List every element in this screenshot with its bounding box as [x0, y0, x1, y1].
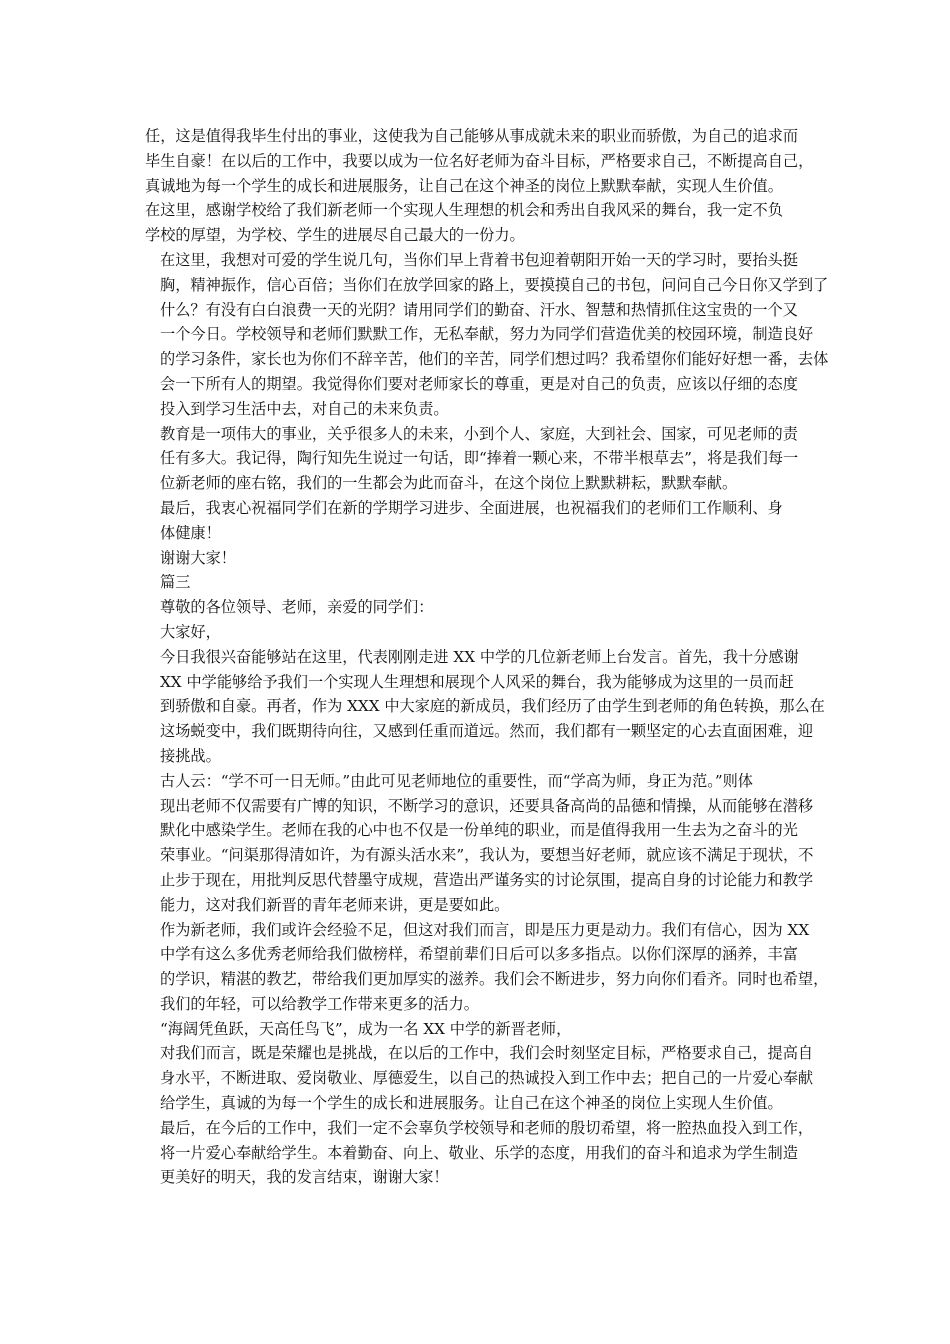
text-line: 体健康！	[160, 523, 221, 542]
paragraph-closing-wishes	[145, 496, 815, 546]
text-line: 任有多大。我记得，陶行知先生说过一句话，即“捧着一颗心来，不带半根草去”，将是我们每一	[160, 449, 799, 468]
text-line: 到骄傲和自豪。再者，作为 XXX 中大家庭的新成员，我们经历了由学生到老师的角色转换，那么在	[160, 697, 825, 716]
paragraph-education	[145, 422, 815, 496]
text-line: XX 中学能够给予我们一个实现人生理想和展现个人风采的舞台，我为能够成为这里的一员而赶	[160, 672, 794, 691]
text-line: 一个今日。学校领导和老师们默默工作，无私奉献，努力为同学们营造优美的校园环境，制造良好	[160, 325, 814, 344]
text-line: 尊敬的各位领导、老师，亲爱的同学们：	[160, 598, 434, 617]
text-line: 今日我很兴奋能够站在这里，代表刚刚走进 XX 中学的几位新老师上台发言。首先，我十分感谢	[160, 647, 799, 666]
text-line: 在这里，我想对可爱的学生说几句，当你们早上背着书包迎着朝阳开始一天的学习时，要抬头挺	[160, 250, 798, 269]
text-line: 学校的厚望，为学校、学生的进展尽自己最大的一份力。	[145, 226, 525, 245]
text-line: 最后，我衷心祝福同学们在新的学期学习进步、全面进展，也祝福我们的老师们工作顺利、身	[160, 498, 783, 517]
paragraph-thanks	[145, 546, 815, 571]
text-line: 古人云：“学不可一日无师。”由此可见老师地位的重要性，而“学高为师，身正为范。”则体	[160, 771, 753, 790]
text-line: 对我们而言，既是荣耀也是挑战，在以后的工作中，我们会时刻坚定目标，严格要求自己，提高自	[160, 1044, 814, 1063]
section-heading	[145, 570, 815, 595]
text-line: 最后，在今后的工作中，我们一定不会辜负学校领导和老师的殷切希望，将一腔热血投入到工作，	[160, 1118, 814, 1137]
paragraph-to-students	[145, 248, 829, 422]
paragraph-ancients	[145, 769, 815, 918]
text-line: 荣事业。“问渠那得清如许，为有源头活水来”，我认为，要想当好老师，就应该不满足于现状，不	[160, 846, 814, 865]
text-line: 谢谢大家！	[160, 548, 236, 567]
text-line: 作为新老师，我们或许会经验不足，但这对我们而言，即是压力更是动力。我们有信心，因为 XX	[160, 920, 810, 939]
text-line: 篇三	[160, 573, 191, 592]
text-line: 身水平，不断进取、爱岗敬业、厚德爱生，以自己的热诚投入到工作中去；把自己的一片爱心奉献	[160, 1069, 814, 1088]
text-line: 止步于现在，用批判反思代替墨守成规，营造出严谨务实的讨论氛围，提高自身的讨论能力和教学	[160, 870, 814, 889]
paragraph-conclusion	[145, 1116, 815, 1190]
text-line: 现出老师不仅需要有广博的知识，不断学习的意识，还要具备高尚的品德和情操，从而能够在潜移	[160, 796, 814, 815]
text-line: 位新老师的座右铭，我们的一生都会为此而奋斗，在这个岗位上默默耕耘，默默奉献。	[160, 474, 738, 493]
text-line: 真诚地为每一个学生的成长和进展服务，让自己在这个神圣的岗位上默默奉献，实现人生价值。	[145, 176, 783, 195]
text-line: 毕生自豪！在以后的工作中，我要以成为一位名好老师为奋斗目标，严格要求自己，不断提高自己，	[145, 151, 814, 170]
text-line: 教育是一项伟大的事业，关乎很多人的未来，小到个人、家庭，大到社会、国家，可见老师的责	[160, 424, 798, 443]
paragraph-new-teachers	[145, 918, 829, 1017]
text-line: 任，这是值得我毕生付出的事业，这使我为自己能够从事成就未来的职业而骄傲，为自己的追求而	[145, 127, 799, 145]
text-line: “海阔凭鱼跃，天高任鸟飞”，成为一名 XX 中学的新晋老师，	[160, 1019, 572, 1038]
text-line: 这场蜕变中，我们既期待向往，又感到任重而道远。然而，我们都有一颗坚定的心去直面困难，迎	[160, 722, 814, 741]
text-line: 的学习条件，家长也为你们不辞辛苦，他们的辛苦，同学们想过吗？我希望你们能好好想一番，去体	[160, 350, 829, 369]
text-line: 更美好的明天，我的发言结束，谢谢大家！	[160, 1168, 449, 1187]
text-line: 默化中感染学生。老师在我的心中也不仅是一份单纯的职业，而是值得我用一生去为之奋斗的光	[160, 821, 798, 840]
text-line: 我们的年轻，可以给教学工作带来更多的活力。	[160, 994, 479, 1013]
paragraph-quote	[145, 1017, 815, 1042]
salutation	[145, 595, 815, 620]
text-line: 中学有这么多优秀老师给我们做榜样，希望前辈们日后可以多多指点。以你们深厚的涵养，丰富	[160, 945, 798, 964]
text-line: 接挑战。	[160, 746, 221, 765]
text-line: 投入到学习生活中去，对自己的未来负责。	[160, 399, 449, 418]
text-line: 的学识，精湛的教艺，带给我们更加厚实的滋养。我们会不断进步，努力向你们看齐。同时也希望，	[160, 970, 829, 989]
text-line: 将一片爱心奉献给学生。本着勤奋、向上、敬业、乐学的态度，用我们的奋斗和追求为学生制造	[160, 1143, 798, 1162]
paragraph-honor	[145, 1041, 815, 1115]
paragraph-continuation	[145, 124, 815, 248]
text-line: 胸，精神振作，信心百倍；当你们在放学回家的路上，要摸摸自己的书包，问问自己今日你又学到了	[160, 275, 829, 294]
document-body	[145, 124, 829, 1190]
text-line: 什么？有没有白白浪费一天的光阴？请用同学们的勤奋、汗水、智慧和热情抓住这宝贵的一个又	[160, 300, 798, 319]
paragraph-intro	[145, 645, 825, 769]
text-line: 会一下所有人的期望。我觉得你们要对老师家长的尊重，更是对自己的负责，应该以仔细的态度	[160, 374, 798, 393]
text-line: 大家好，	[160, 622, 221, 641]
greeting	[145, 620, 815, 645]
text-line: 给学生，真诚的为每一个学生的成长和进展服务。让自己在这个神圣的岗位上实现人生价值。	[160, 1094, 783, 1113]
text-line: 在这里，感谢学校给了我们新老师一个实现人生理想的机会和秀出自我风采的舞台，我一定不负	[145, 201, 783, 220]
text-line: 能力，这对我们新晋的青年老师来讲，更是要如此。	[160, 895, 510, 914]
